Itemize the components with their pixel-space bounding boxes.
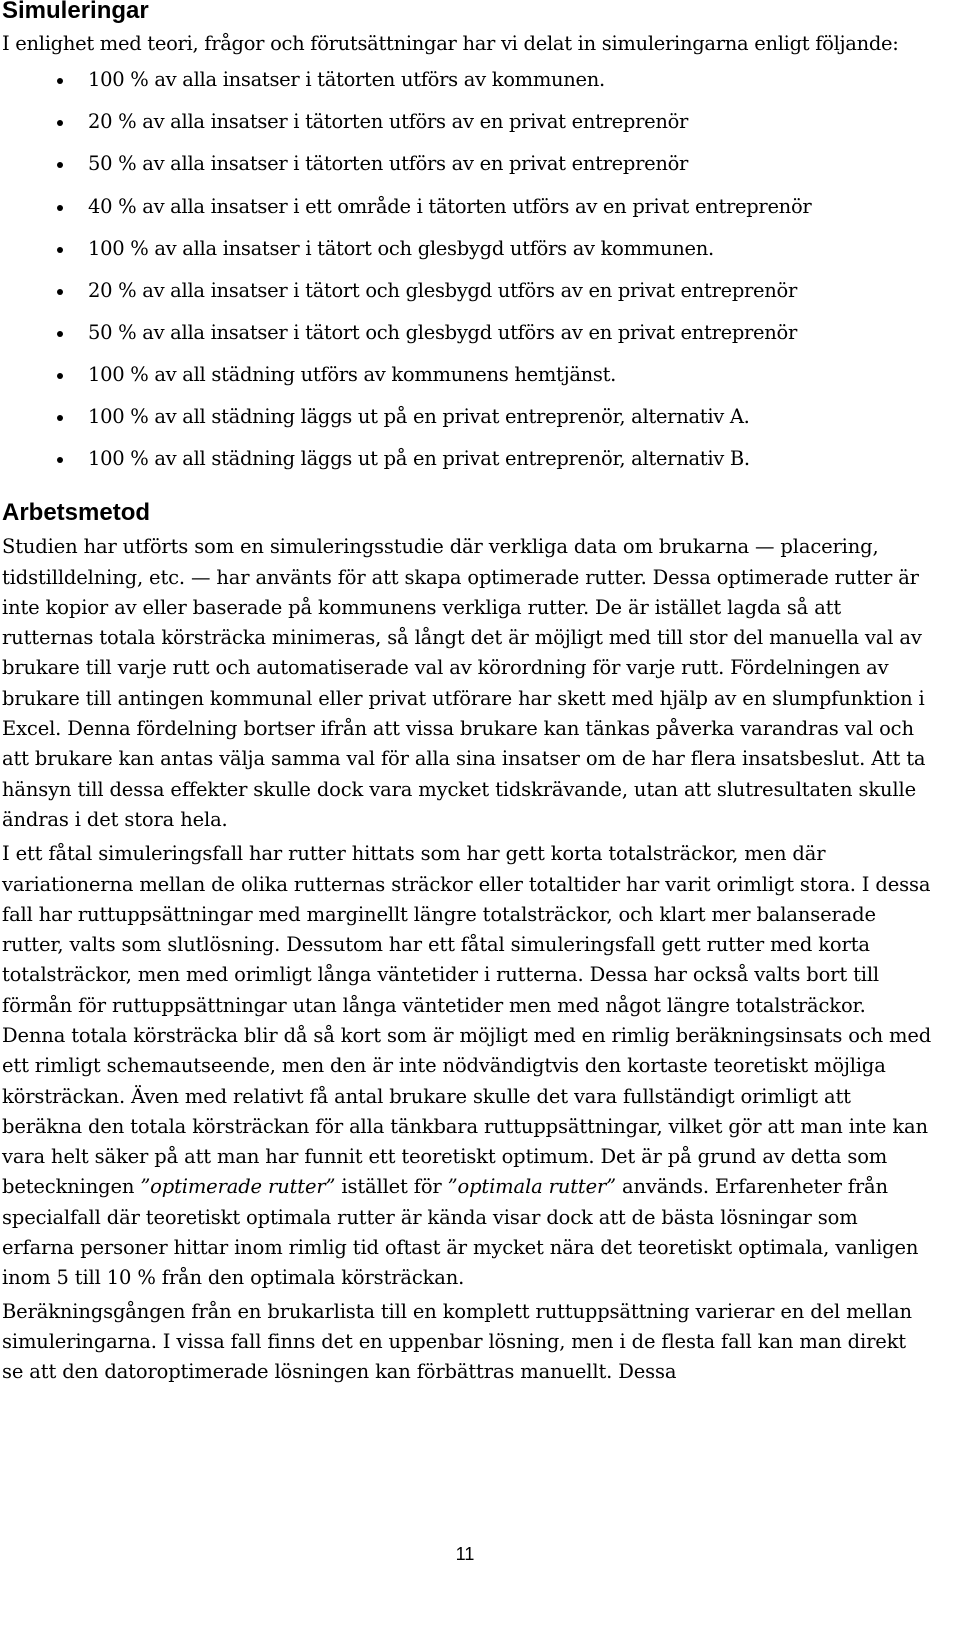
emphasis-optimerade-rutter: ”optimerade rutter” [140,1175,336,1199]
bullet-icon [57,415,63,421]
list-item [2,234,932,276]
list-item-text: 20 % av alla insatser i tätorten utförs av en privat entreprenör [88,110,689,134]
list-item [2,318,932,360]
list-item-text: 100 % av alla insatser i tätorten utförs av kommunen. [88,68,605,92]
list-item-text: 20 % av alla insatser i tätort och glesbygd utförs av en privat entreprenör [88,278,798,302]
list-item [2,65,932,107]
bullet-icon [57,162,63,168]
list-item-text: 40 % av alla insatser i ett område i tätorten utförs av en privat entreprenör [88,194,812,218]
section-heading-simuleringar: Simuleringar [2,0,149,24]
list-item-text: 50 % av alla insatser i tätorten utförs av en privat entreprenör [88,152,689,176]
body-paragraph-1: Studien har utförts som en simuleringsstudie där verkliga data om brukarna — placering, tidstilldelning, etc. — har använts för att skapa optimerade rutter. Dessa optimerade rutter är inte kopior av eller baserade på kommunens verkliga rutter. De är istället lagda så att rutternas totala körsträcka minimeras, så långt det är möjligt med till stor del manuella val av brukare till varje rutt och automatiserade val av körordning för varje rutt. Fördelningen av brukare till antingen kommunal eller privat utförare har skett med hjälp av en slumpfunktion i Excel. Denna fördelning bortser ifrån att vissa brukare kan tänkas påverka varandras val och att brukare kan antas välja samma val för alla sina insatser om de har flera insatsbeslut. Att ta hänsyn till dessa effekter skulle dock vara mycket tidskrävande, utan att slutresultaten skulle ändras i det stora hela. [2,535,926,831]
list-item-text: 50 % av alla insatser i tätort och glesbygd utförs av en privat entreprenör [88,320,798,344]
body-paragraph-2 [2,839,932,1293]
emphasis-optimala-rutter: ”optimala rutter” [447,1175,616,1199]
list-item [2,402,932,444]
list-item-text: 100 % av all städning läggs ut på en privat entreprenör, alternativ B. [88,447,750,471]
paragraph-text: I ett fåtal simuleringsfall har rutter hittats som har gett korta totalsträckor, men där variationerna mellan de olika rutternas sträckor eller totaltider har varit orimligt stora. I dessa fall har ruttuppsättningar med marginellt längre totalsträckor, och klart mer balanserade rutter, valts som slutlösning. Dessutom har ett fåtal simuleringsfall gett rutter med korta totalsträckor, men med orimligt långa väntetider i rutterna. Dessa har också valts bort till förmån för ruttuppsättningar utan långa väntetider men med något längre totalsträckor. Denna totala körsträcka blir då så kort som är möjligt med en rimlig beräkningsinsats och med ett rimligt schemautseende, men den är inte nödvändigtvis den kortaste teoretiskt möjliga körsträckan. Även med relativt få antal brukare skulle det vara fullständigt orimligt att beräkna den totala körsträckan för alla tänkbara ruttuppsättningar, vilket gör att man inte kan vara helt säker på att man har funnit ett teoretiskt optimum. Det är på grund av detta som beteckningen [2,842,932,1199]
simulation-list [2,65,932,486]
bullet-icon [57,205,63,211]
list-item-text: 100 % av all städning utförs av kommunens hemtjänst. [88,362,617,386]
bullet-icon [57,331,63,337]
page-content [2,0,932,1388]
bullet-icon [57,78,63,84]
list-item [2,360,932,402]
body-paragraph-3: Beräkningsgången från en brukarlista till en komplett ruttuppsättning varierar en del mellan simuleringarna. I vissa fall finns det en uppenbar lösning, men i de flesta fall kan man direkt se att den datoroptimerade lösningen kan förbättras manuellt. Dessa [2,1299,912,1384]
section-heading-arbetsmetod: Arbetsmetod [2,499,151,527]
page-number: 11 [455,1544,475,1564]
section-spacer [2,486,932,500]
paragraph-text: istället för [335,1175,448,1199]
list-item [2,192,932,234]
bullet-icon [57,120,63,126]
bullet-icon [57,457,63,463]
list-item-text: 100 % av alla insatser i tätort och glesbygd utförs av kommunen. [88,236,714,260]
list-item-text: 100 % av all städning läggs ut på en privat entreprenör, alternativ A. [88,405,750,429]
list-item [2,276,932,318]
paragraph-text: används. Erfarenheter från specialfall där teoretiskt optimala rutter är kända visar dock att de bästa lösningar som erfarna personer hittar inom rimlig tid oftast är mycket nära det teoretiskt optimala, vanligen inom 5 till 10 % från den optimala körsträckan. [2,1175,919,1290]
list-item [2,107,932,149]
bullet-icon [57,373,63,379]
list-item [2,149,932,191]
list-item [2,444,932,486]
bullet-icon [57,289,63,295]
intro-paragraph: I enlighet med teori, frågor och förutsättningar har vi delat in simuleringarna enligt följande: [2,32,899,55]
bullet-icon [57,247,63,253]
